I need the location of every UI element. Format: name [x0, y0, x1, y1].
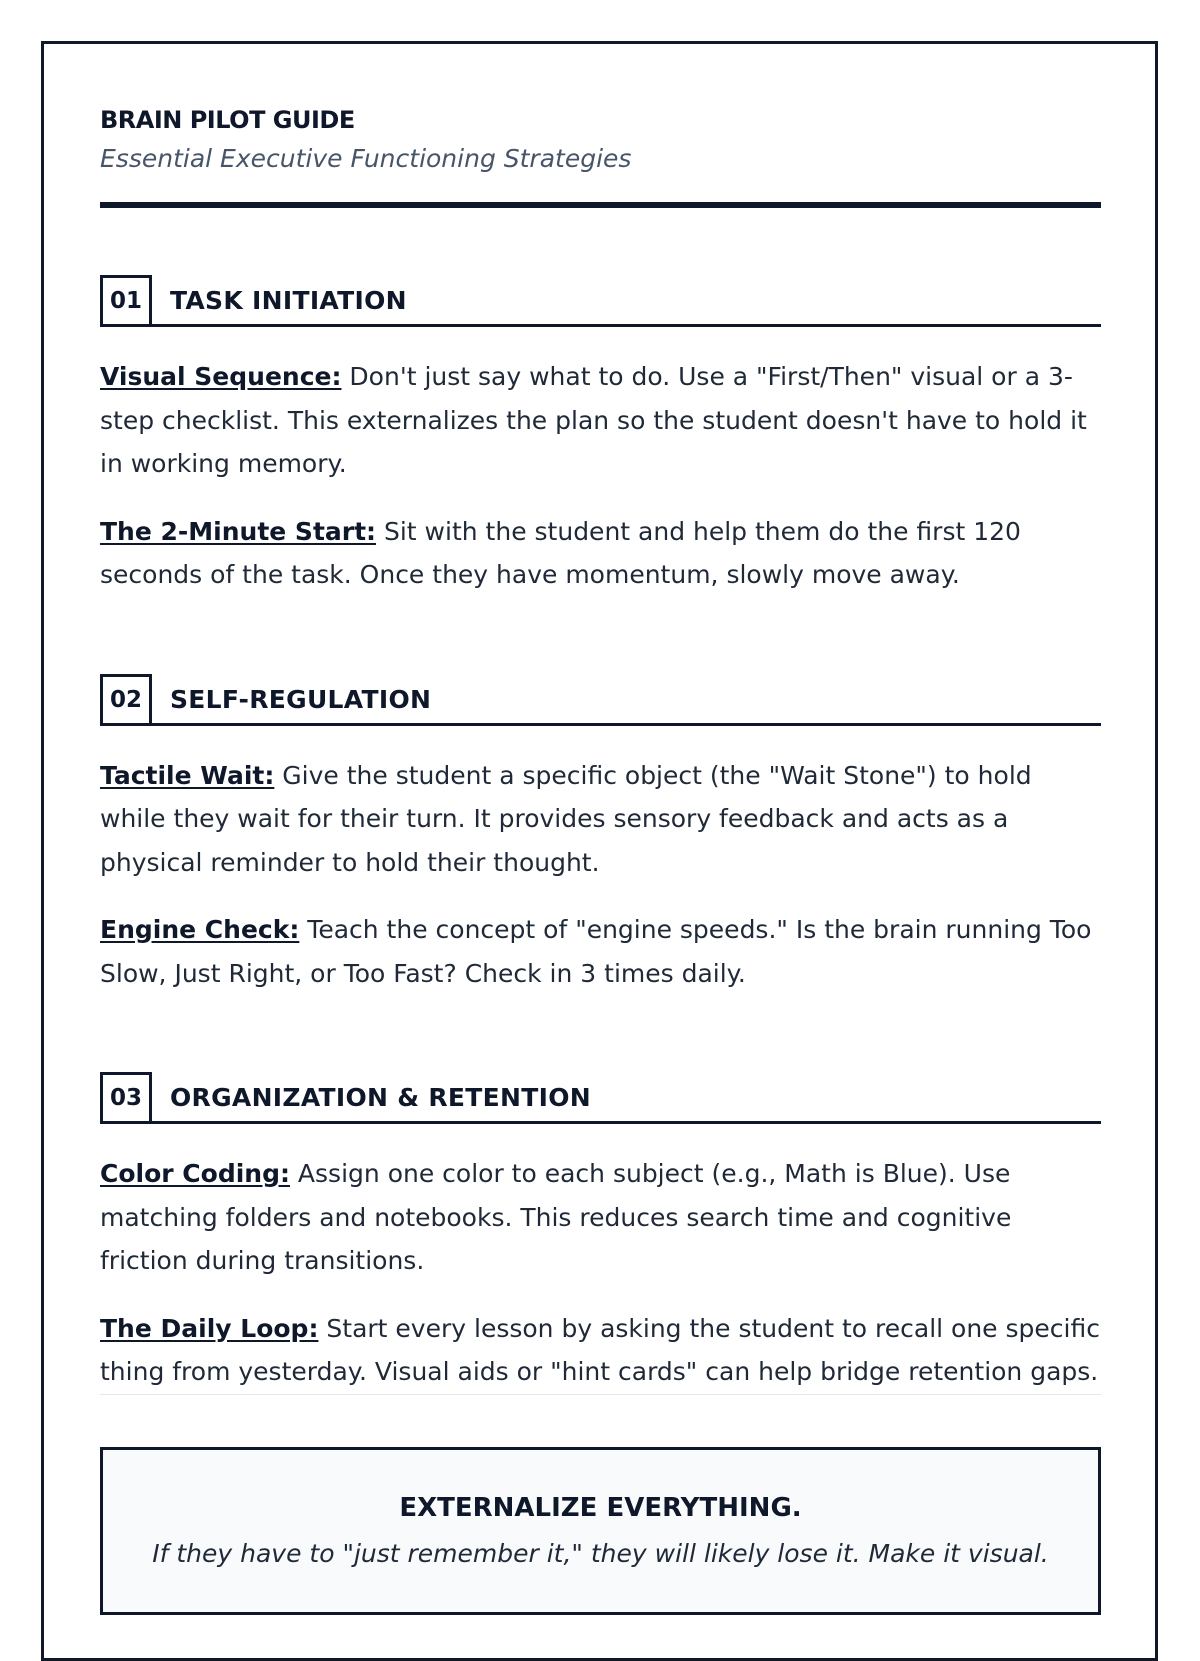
section-number-badge: 02	[100, 674, 152, 723]
page-content	[100, 100, 1101, 1615]
strategy-entry	[100, 355, 1101, 486]
strategy-text: Teach the concept of "engine speeds." Is the brain running Too Slow, Just Right, or Too Fast? Check in 3 times daily.	[100, 915, 1092, 988]
strategy-label: The Daily Loop:	[100, 1313, 319, 1343]
callout-box	[100, 1447, 1101, 1615]
strategy-entry	[100, 908, 1101, 995]
strategy-entry	[100, 1152, 1101, 1283]
doc-subtitle: Essential Executive Functioning Strategies	[100, 144, 632, 173]
strategy-label: Color Coding:	[100, 1159, 290, 1188]
section-task-initiation	[100, 272, 1101, 597]
strategy-text: Sit with the student and help them do the first 120 seconds of the task. Once they have momentum, slowly move away.	[100, 516, 1021, 589]
section-self-regulation	[100, 671, 1101, 996]
strategy-label: The 2-Minute Start:	[100, 516, 377, 546]
section-number-badge: 03	[100, 1072, 152, 1121]
callout-title: EXTERNALIZE EVERYTHING.	[399, 1492, 802, 1523]
strategy-entry	[100, 1307, 1101, 1394]
strategy-text: Give the student a specific object (the "Wait Stone") to hold while they wait for their turn. It provides sensory feedback and acts as a physical reminder to hold their thought.	[100, 760, 1032, 877]
strategy-label: Visual Sequence:	[100, 362, 342, 391]
strategy-label: Engine Check:	[100, 915, 300, 944]
section-organization-retention	[100, 1069, 1101, 1395]
section-header	[100, 671, 1101, 726]
section-number-badge: 01	[100, 275, 152, 324]
strategy-text: Don't just say what to do. Use a "First/Then" visual or a 3-step checklist. This externalizes the plan so the student doesn't have to hold it in working memory.	[100, 362, 1087, 478]
section-header	[100, 1069, 1101, 1124]
callout-text: If they have to "just remember it," they will likely lose it. Make it visual.	[152, 1538, 1049, 1568]
title-divider	[100, 202, 1101, 208]
strategy-entry	[100, 754, 1101, 885]
section-title: TASK INITIATION	[170, 286, 407, 315]
page-frame	[41, 41, 1158, 1661]
strategy-text: Start every lesson by asking the student to recall one specific thing from yesterday. Visual aids or "hint cards" can help bridge retention gaps.	[100, 1313, 1100, 1386]
doc-title: BRAIN PILOT GUIDE	[100, 106, 355, 134]
strategy-label: Tactile Wait:	[100, 760, 275, 790]
strategy-text: Assign one color to each subject (e.g., Math is Blue). Use matching folders and notebooks. This reduces search time and cognitive friction during transitions.	[100, 1159, 1012, 1275]
doc-header	[100, 100, 1101, 208]
section-title: SELF-REGULATION	[170, 684, 432, 714]
strategy-entry	[100, 510, 1101, 597]
section-end-divider	[100, 1394, 1101, 1395]
section-header	[100, 272, 1101, 327]
section-title: ORGANIZATION & RETENTION	[170, 1083, 591, 1112]
